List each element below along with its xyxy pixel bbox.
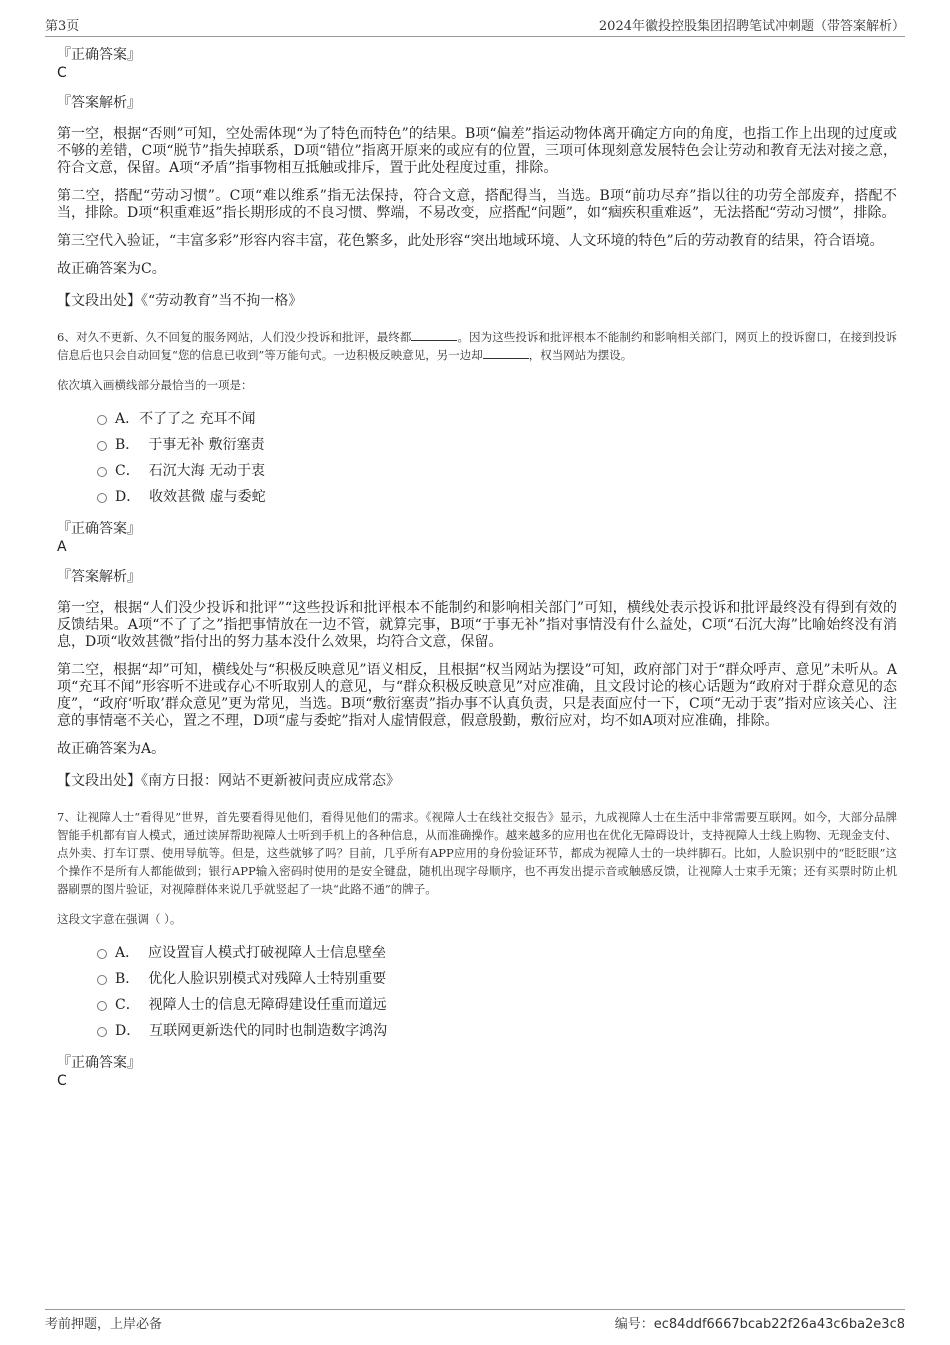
radio-icon[interactable] [97, 493, 107, 503]
answer-label: 『正确答案』 [57, 521, 141, 537]
question-7-options [97, 944, 897, 1048]
option-b[interactable]: B． 于事无补 敷衍塞责 [97, 436, 897, 462]
source-citation: 【文段出处】《“劳动教育”当不拘一格》 [57, 293, 303, 309]
question-text: 6、对久不更新、久不回复的服务网站，人们没少投诉和批评，最终都 [57, 330, 412, 344]
analysis-label: 『答案解析』 [57, 569, 141, 585]
answer-value: A [57, 539, 67, 555]
answer-label: 『正确答案』 [57, 47, 141, 63]
radio-icon[interactable] [97, 1027, 107, 1037]
question-text: ，权当网站为摆设。 [528, 348, 633, 362]
analysis-paragraph: 第二空，根据“却”可知，横线处与“积极反映意见”语义相反，且根据“权当网站为摆设”可知，政府部门对于“群众呼声、意见”未听从。A项“充耳不闻”形容听不进或存心不听取别人的意见，与“群众积极反映意见”对应准确，且文段讨论的核心话题为“政府对于群众意见的态度”，“政府‘听取’群众意见”更为常见，当选。B项“敷衍塞责”指办事不认真负责，只是表面应付一下，C项“无动于衷”指对应该关心、注意的事情毫不关心，置之不理，D项“虚与委蛇”指对人虚情假意，假意殷勤，敷衍应对，均不如A项对应准确，排除。 [57, 662, 897, 729]
radio-icon[interactable] [97, 467, 107, 477]
question-6-stem [57, 328, 897, 364]
answer-value: C [57, 65, 67, 81]
question-6-prompt: 依次填入画横线部分最恰当的一项是： [57, 378, 253, 392]
option-b[interactable]: B． 优化人脸识别模式对残障人士特别重要 [97, 970, 897, 996]
option-d[interactable]: D． 收效甚微 虚与委蛇 [97, 488, 897, 514]
question-6-options [97, 410, 897, 514]
option-a[interactable]: A．不了了之 充耳不闻 [97, 410, 897, 436]
radio-icon[interactable] [97, 1001, 107, 1011]
page-number: 第3页 [45, 19, 80, 34]
option-a[interactable]: A． 应设置盲人模式打破视障人士信息壁垒 [97, 944, 897, 970]
radio-icon[interactable] [97, 975, 107, 985]
question-text: 。因为这些投诉和批评根本不能制约和影响相关部门，网页上的投诉窗口，在接到投诉信息后也只会自动回复“您的信息已收到”等万能句式。一边积极反映意见，另一边却 [57, 330, 897, 362]
answer-value: C [57, 1073, 67, 1089]
question-7-prompt: 这段文字意在强调（ ）。 [57, 912, 182, 926]
question-7-stem: 7、让视障人士“看得见”世界，首先要看得见他们，看得见他们的需求。《视障人士在线社交报告》显示，九成视障人士在生活中非常需要互联网。如今，大部分品牌智能手机都有盲人模式，通过读屏帮助视障人士听到手机上的各种信息，从而准确操作。越来越多的应用也在优化无障碍设计，支持视障人士线上购物、无现金支付、点外卖、打车订票、使用导航等。但是，这些就够了吗？目前，几乎所有APP应用的身份验证环节，都成为视障人士的一块绊脚石。比如，人脸识别中的“眨眨眼”这个操作不是所有人都能做到；银行APP输入密码时使用的是安全键盘，随机出现字母顺序，也不再发出提示音或触感反馈，让视障人士束手无策；还有买票时防止机器刷票的图片验证，对视障群体来说几乎就竖起了一块“此路不通”的牌子。 [57, 810, 897, 896]
footer-slogan: 考前押题，上岸必备 [45, 1316, 163, 1332]
radio-icon[interactable] [97, 415, 107, 425]
analysis-conclusion: 故正确答案为A。 [57, 741, 166, 757]
analysis-paragraph: 第一空，根据“否则”可知，空处需体现“为了特色而特色”的结果。B项“偏差”指运动物体离开确定方向的角度，也指工作上出现的过度或不够的差错，C项“脱节”指失掉联系，D项“错位”指离开原来的或应有的位置，三项可体现刻意发展特色会让劳动和教育无法对接之意，符合文意，保留。A项“矛盾”指事物相互抵触或排斥，置于此处程度过重，排除。 [57, 126, 897, 176]
analysis-conclusion: 故正确答案为C。 [57, 261, 166, 277]
fill-blank [483, 346, 529, 359]
document-code: 编号：ec84ddf6667bcab22f26a43c6ba2e3c8 [614, 1316, 905, 1332]
page-footer [45, 1309, 905, 1334]
analysis-paragraph: 第三空代入验证，“丰富多彩”形容内容丰富，花色繁多，此处形容“突出地域环境、人文环境的特色”后的劳动教育的结果，符合语境。 [57, 233, 884, 249]
option-c[interactable]: C． 石沉大海 无动于衷 [97, 462, 897, 488]
analysis-paragraph: 第二空，搭配“劳动习惯”。C项“难以维系”指无法保持，符合文意，搭配得当，当选。B项“前功尽弃”指以往的功劳全部废弃，搭配不当，排除。D项“积重难返”指长期形成的不良习惯、弊端，不易改变，应搭配“问题”，如“痼疾积重难返”，无法搭配“劳动习惯”，排除。 [57, 188, 897, 221]
answer-label: 『正确答案』 [57, 1055, 141, 1071]
radio-icon[interactable] [97, 441, 107, 451]
radio-icon[interactable] [97, 949, 107, 959]
page-header [45, 12, 905, 37]
analysis-paragraph: 第一空，根据“人们没少投诉和批评”“这些投诉和批评根本不能制约和影响相关部门”可知，横线处表示投诉和批评最终没有得到有效的反馈结果。A项“不了了之”指把事情放在一边不管，就算完事，B项“于事无补”指对事情没有什么益处，C项“石沉大海”比喻始终没有消息，D项“收效甚微”指付出的努力基本没什么效果，均符合文意，保留。 [57, 600, 897, 650]
analysis-label: 『答案解析』 [57, 95, 141, 111]
fill-blank [411, 328, 457, 341]
source-citation: 【文段出处】《南方日报：网站不更新被问责应成常态》 [57, 773, 400, 789]
main-content [57, 46, 897, 1102]
option-d[interactable]: D． 互联网更新迭代的同时也制造数字鸿沟 [97, 1022, 897, 1048]
option-c[interactable]: C． 视障人士的信息无障碍建设任重而道远 [97, 996, 897, 1022]
document-title: 2024年徽投控股集团招聘笔试冲刺题（带答案解析） [598, 19, 905, 34]
